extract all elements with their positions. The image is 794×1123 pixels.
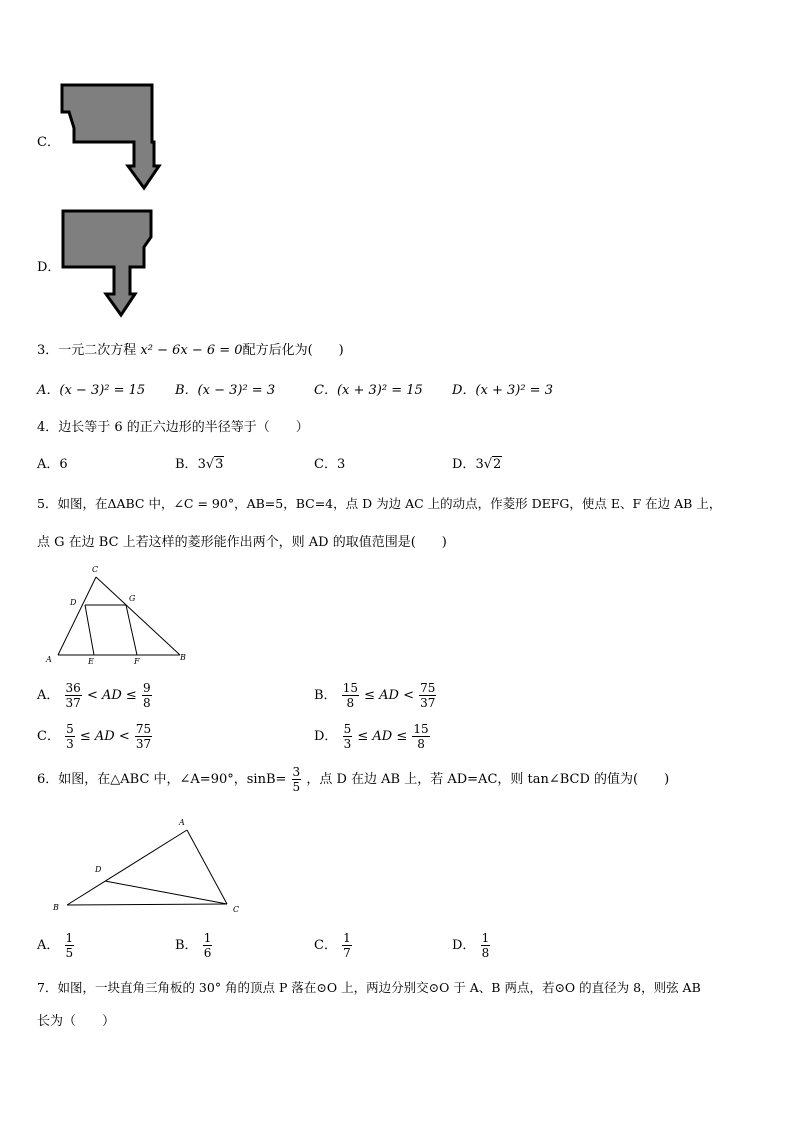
q6-label-b: B bbox=[53, 903, 59, 912]
q2-option-c-shape bbox=[58, 82, 162, 194]
q5-label-a: A bbox=[46, 655, 52, 664]
fraction: $\frac{9}{8}$ bbox=[142, 681, 151, 710]
q5-option-c: C． $\frac{5}{3}$ ≤ AD < $\frac{75}{37}$ bbox=[37, 722, 152, 751]
q5-label-e: E bbox=[88, 657, 94, 666]
q5-stem-line1: 5．如图，在ΔABC 中，∠C = 90°，AB=5，BC=4，点 D 为边 AC 上的动点，作菱形 DEFG，使点 E、F 在边 AB 上， bbox=[37, 496, 722, 511]
fraction: $\frac{1}{8}$ bbox=[481, 931, 490, 960]
q6-option-b: B． $\frac{1}{6}$ bbox=[175, 931, 212, 960]
q6-option-c: C． $\frac{1}{7}$ bbox=[314, 931, 351, 960]
q5-label-d: D bbox=[70, 598, 77, 607]
q6-label-d: D bbox=[95, 865, 102, 874]
fraction: $\frac{1}{6}$ bbox=[203, 931, 212, 960]
q3-option-d: D．(x + 3)² = 3 bbox=[452, 383, 553, 398]
fraction: $\frac{1}{5}$ bbox=[65, 931, 74, 960]
q5-label-c: C bbox=[92, 565, 99, 574]
fraction: $\frac{15}{8}$ bbox=[413, 722, 429, 751]
q2-option-d-shape bbox=[58, 207, 158, 319]
q4-option-d: D．3√2 bbox=[452, 457, 502, 472]
fraction: $\frac{1}{7}$ bbox=[343, 931, 351, 960]
q6-stem: 6．如图，在△ABC 中，∠A=90°，sinB= $\frac{3}{5}$ ，点 D 在边 AB 上，若 AD=AC，则 tan∠BCD 的值为( ) bbox=[37, 765, 670, 794]
q5-label-f: F bbox=[134, 657, 140, 666]
fraction: $\frac{5}{3}$ bbox=[66, 722, 74, 751]
fraction: $\frac{15}{8}$ bbox=[342, 681, 358, 710]
q2-option-c-label: C． bbox=[37, 135, 60, 150]
q4-option-a: A．6 bbox=[37, 457, 68, 472]
q6-figure bbox=[45, 810, 250, 920]
q3-option-b: B．(x − 3)² = 3 bbox=[175, 383, 276, 398]
q6-option-d: D． $\frac{1}{8}$ bbox=[452, 931, 490, 960]
q4-option-c: C．3 bbox=[314, 457, 346, 472]
q5-label-g: G bbox=[129, 594, 136, 603]
q5-option-b: B． $\frac{15}{8}$ ≤ AD < $\frac{75}{37}$ bbox=[314, 681, 436, 710]
q5-stem-line2: 点 G 在边 BC 上若这样的菱形能作出两个，则 AD 的取值范围是( ) bbox=[37, 535, 447, 550]
fraction: $\frac{3}{5}$ bbox=[292, 765, 301, 794]
q3-option-c: C．(x + 3)² = 15 bbox=[314, 383, 423, 398]
q7-stem-line2: 长为（ ） bbox=[37, 1014, 116, 1029]
q6-option-a: A． $\frac{1}{5}$ bbox=[37, 931, 74, 960]
q6-label-a: A bbox=[179, 818, 185, 827]
q6-label-c: C bbox=[233, 905, 240, 914]
q2-option-d-label: D． bbox=[37, 260, 61, 275]
q3-stem: 3．一元二次方程 x² − 6x − 6 = 0配方后化为( ) bbox=[37, 343, 344, 358]
fraction: $\frac{5}{3}$ bbox=[343, 722, 352, 751]
fraction: $\frac{36}{37}$ bbox=[65, 681, 81, 710]
fraction: $\frac{75}{37}$ bbox=[420, 681, 436, 710]
q5-figure bbox=[40, 560, 195, 670]
q5-option-d: D． $\frac{5}{3}$ ≤ AD ≤ $\frac{15}{8}$ bbox=[314, 722, 429, 751]
q4-option-b: B．3√3 bbox=[175, 457, 224, 472]
q3-option-a: A．(x − 3)² = 15 bbox=[37, 383, 146, 398]
fraction: $\frac{75}{37}$ bbox=[135, 722, 152, 751]
q5-option-a: A． $\frac{36}{37}$ < AD ≤ $\frac{9}{8}$ bbox=[37, 681, 151, 710]
q7-stem-line1: 7．如图，一块直角三角板的 30° 角的顶点 P 落在⊙O 上，两边分别交⊙O 于 A、B 两点，若⊙O 的直径为 8，则弦 AB bbox=[37, 980, 701, 995]
q4-stem: 4．边长等于 6 的正六边形的半径等于（ ） bbox=[37, 420, 309, 435]
q5-label-b: B bbox=[180, 653, 186, 662]
